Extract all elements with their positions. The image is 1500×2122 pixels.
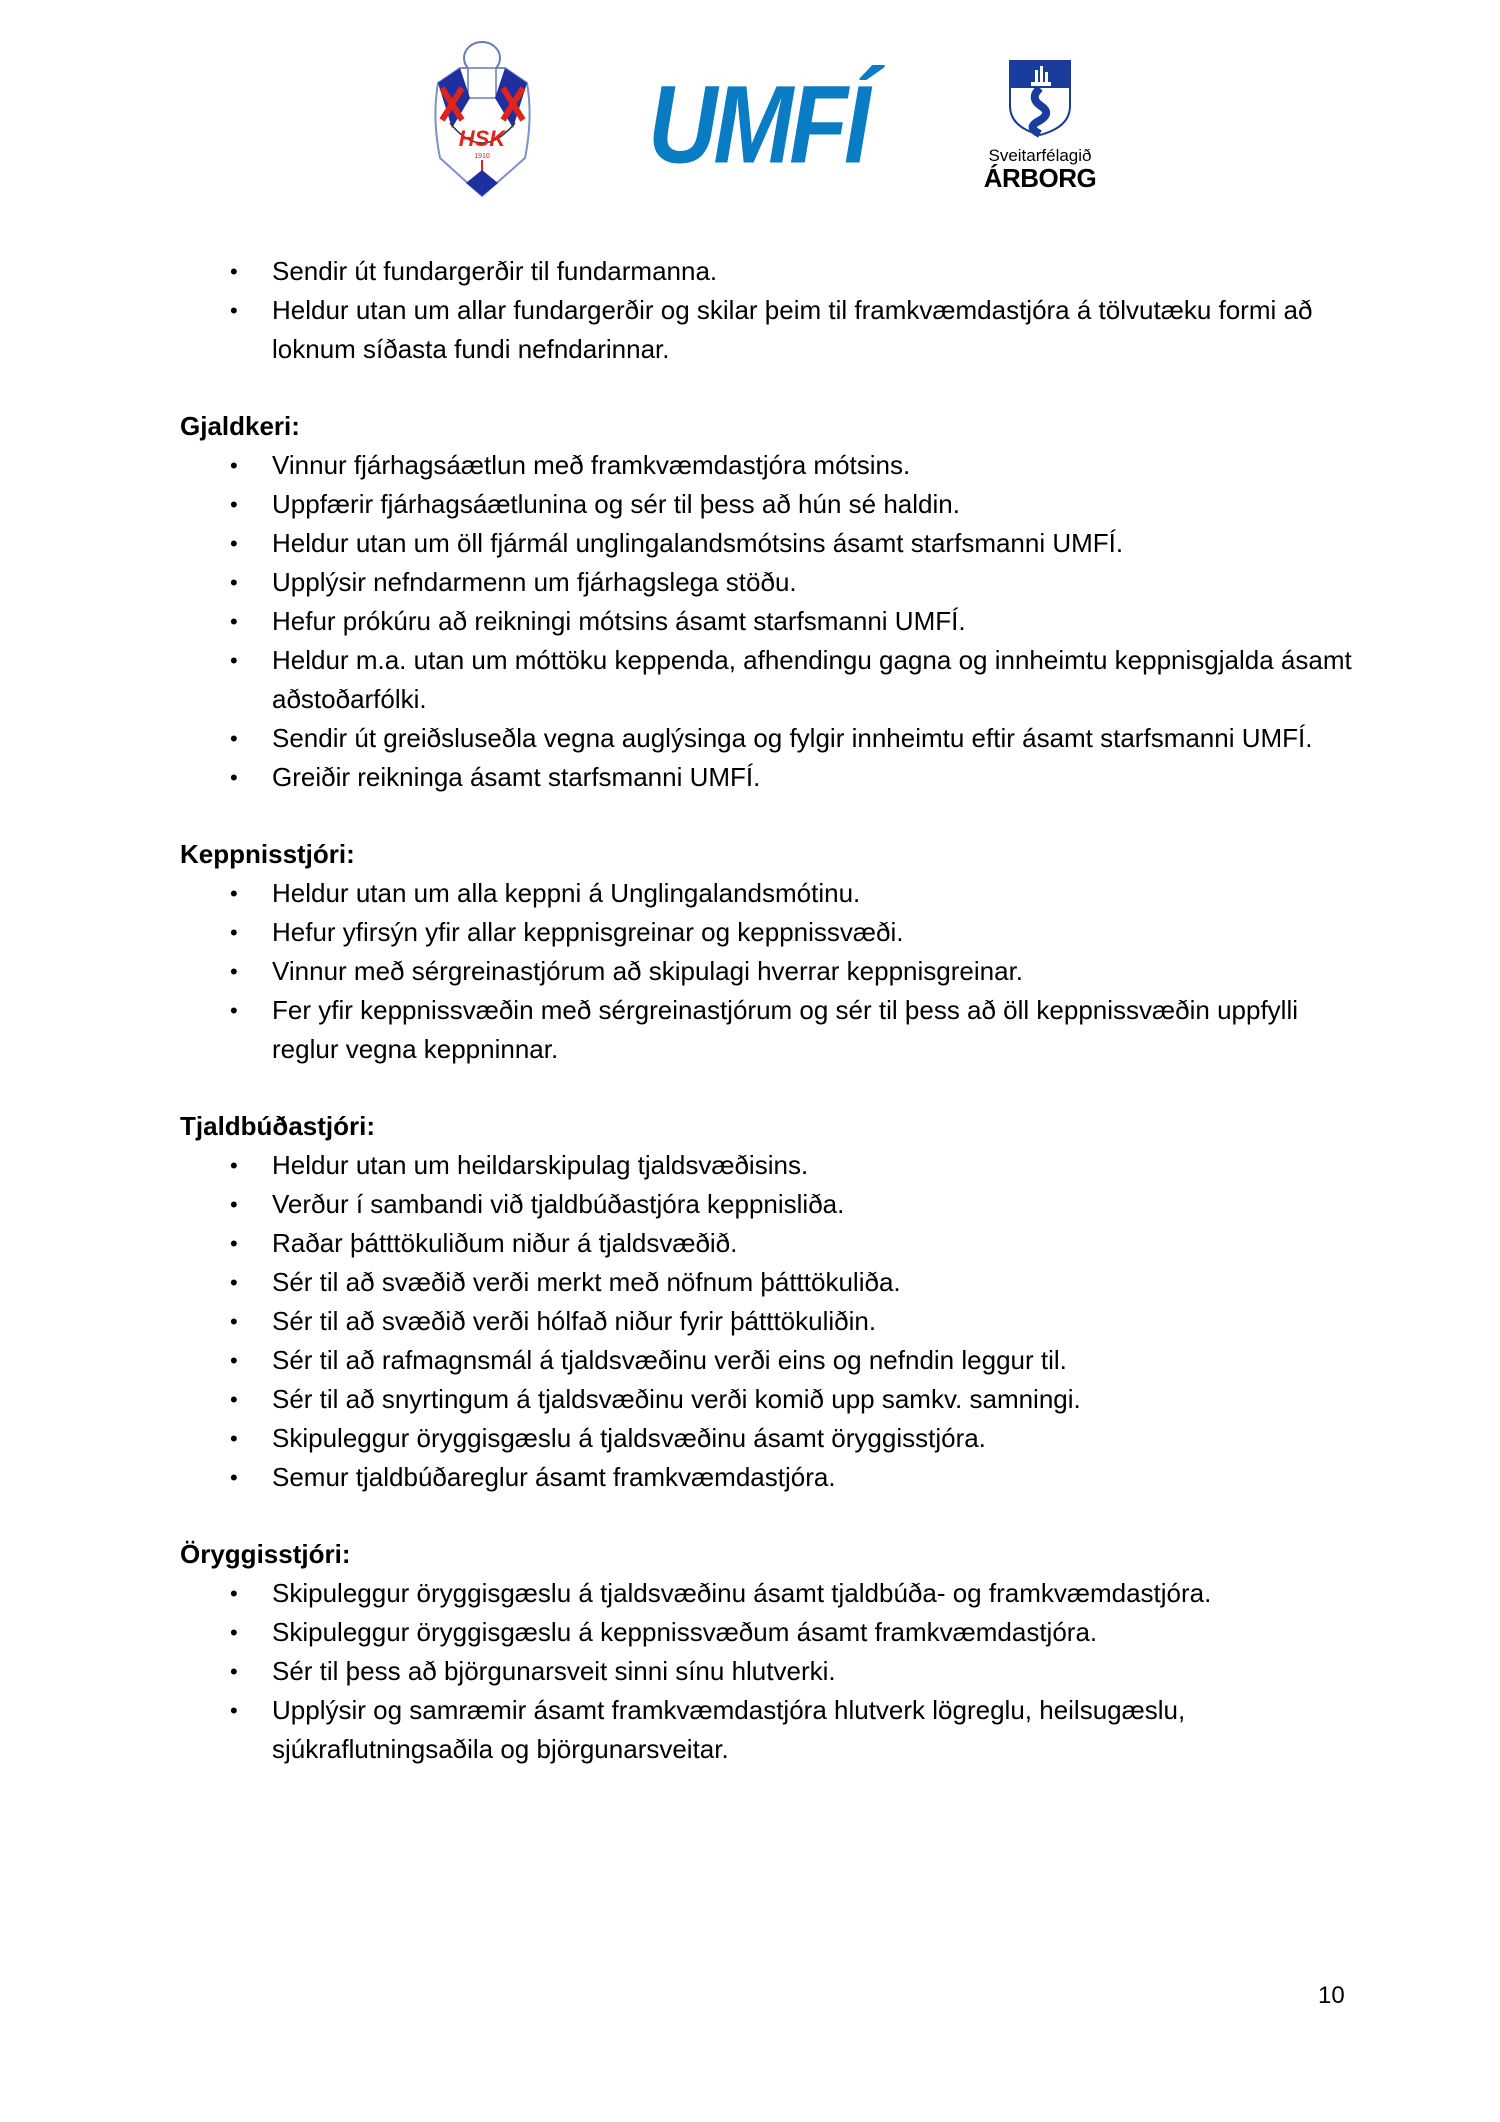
list-item: • Sendir út greiðsluseðla vegna auglýsinga og fylgir innheimtu eftir ásamt starfsmanni UMFÍ. <box>180 719 1360 758</box>
bullet-icon: • <box>230 1270 238 1295</box>
bullet-icon: • <box>230 570 238 595</box>
list-secretary-continued <box>180 252 1360 369</box>
bullet-icon: • <box>230 1309 238 1334</box>
svg-text:HSK: HSK <box>458 126 506 151</box>
bullet-icon: • <box>230 959 238 984</box>
list-item: • Sendir út fundargerðir til fundarmanna. <box>180 252 1360 291</box>
bullet-icon: • <box>230 765 238 790</box>
list-treasurer <box>180 446 1360 797</box>
list-item: • Sér til að snyrtingum á tjaldsvæðinu verði komið upp samkv. samningi. <box>180 1380 1360 1419</box>
bullet-icon: • <box>230 1348 238 1373</box>
bullet-icon: • <box>230 298 238 323</box>
arborg-shield-icon <box>1007 58 1073 138</box>
heading-competition-manager: Keppnisstjóri: <box>180 839 355 869</box>
bullet-icon: • <box>230 920 238 945</box>
list-item: • Vinnur fjárhagsáætlun með framkvæmdastjóra mótsins. <box>180 446 1360 485</box>
list-campsite-manager <box>180 1146 1360 1497</box>
bullet-icon: • <box>230 1465 238 1490</box>
list-item: • Skipuleggur öryggisgæslu á keppnissvæðum ásamt framkvæmdastjóra. <box>180 1613 1360 1652</box>
bullet-icon: • <box>230 1698 238 1723</box>
arborg-logo-line1: Sveitarfélagið <box>988 146 1092 165</box>
list-item: • Hefur prókúru að reikningi mótsins ásamt starfsmanni UMFÍ. <box>180 602 1360 641</box>
umfi-logo: UMFÍ <box>648 63 867 187</box>
bullet-icon: • <box>230 1426 238 1451</box>
bullet-icon: • <box>230 726 238 751</box>
list-item: • Upplýsir nefndarmenn um fjárhagslega stöðu. <box>180 563 1360 602</box>
bullet-icon: • <box>230 609 238 634</box>
bullet-icon: • <box>230 259 238 284</box>
list-item: • Skipuleggur öryggisgæslu á tjaldsvæðinu ásamt tjaldbúða- og framkvæmdastjóra. <box>180 1574 1360 1613</box>
document-body <box>180 252 1360 1769</box>
list-safety-manager <box>180 1574 1360 1769</box>
heading-treasurer: Gjaldkeri: <box>180 411 300 441</box>
bullet-icon: • <box>230 1620 238 1645</box>
list-item: • Sér til að rafmagnsmál á tjaldsvæðinu verði eins og nefndin leggur til. <box>180 1341 1360 1380</box>
bullet-icon: • <box>230 1192 238 1217</box>
list-item: • Sér til þess að björgunarsveit sinni sínu hlutverki. <box>180 1652 1360 1691</box>
bullet-icon: • <box>230 1153 238 1178</box>
list-item: • Fer yfir keppnissvæðin með sérgreinastjórum og sér til þess að öll keppnissvæðin uppfylli reglur vegna keppninnar. <box>180 991 1360 1069</box>
bullet-icon: • <box>230 1387 238 1412</box>
list-item: • Greiðir reikninga ásamt starfsmanni UMFÍ. <box>180 758 1360 797</box>
list-item: • Heldur utan um heildarskipulag tjaldsvæðisins. <box>180 1146 1360 1185</box>
bullet-icon: • <box>230 492 238 517</box>
bullet-icon: • <box>230 531 238 556</box>
list-competition-manager <box>180 874 1360 1069</box>
bullet-icon: • <box>230 648 238 673</box>
bullet-icon: • <box>230 1231 238 1256</box>
svg-text:1910: 1910 <box>474 153 490 160</box>
list-item: • Skipuleggur öryggisgæslu á tjaldsvæðinu ásamt öryggisstjóra. <box>180 1419 1360 1458</box>
arborg-logo <box>975 58 1105 198</box>
list-item: • Vinnur með sérgreinastjórum að skipulagi hverrar keppnisgreinar. <box>180 952 1360 991</box>
page-number: 10 <box>1318 1982 1345 2009</box>
list-item: • Heldur utan um alla keppni á Unglingalandsmótinu. <box>180 874 1360 913</box>
list-item: • Heldur m.a. utan um móttöku keppenda, afhendingu gagna og innheimtu keppnisgjalda ásamt aðstoðarfólki. <box>180 641 1360 719</box>
list-item: • Sér til að svæðið verði merkt með nöfnum þátttökuliða. <box>180 1263 1360 1302</box>
bullet-icon: • <box>230 453 238 478</box>
bullet-icon: • <box>230 998 238 1023</box>
list-item: • Sér til að svæðið verði hólfað niður fyrir þátttökuliðin. <box>180 1302 1360 1341</box>
list-item: • Raðar þátttökuliðum niður á tjaldsvæðið. <box>180 1224 1360 1263</box>
list-item: • Heldur utan um öll fjármál unglingalandsmótsins ásamt starfsmanni UMFÍ. <box>180 524 1360 563</box>
list-item: • Heldur utan um allar fundargerðir og skilar þeim til framkvæmdastjóra á tölvutæku formi að loknum síðasta fundi nefndarinnar. <box>180 291 1360 369</box>
heading-safety-manager: Öryggisstjóri: <box>180 1539 351 1569</box>
bullet-icon: • <box>230 881 238 906</box>
list-item: • Upplýsir og samræmir ásamt framkvæmdastjóra hlutverk lögreglu, heilsugæslu, sjúkraflutningsaðila og björgunarsveitar. <box>180 1691 1360 1769</box>
heading-campsite-manager: Tjaldbúðastjóri: <box>180 1111 375 1141</box>
bullet-icon: • <box>230 1581 238 1606</box>
list-item: • Hefur yfirsýn yfir allar keppnisgreinar og keppnissvæði. <box>180 913 1360 952</box>
list-item: • Verður í sambandi við tjaldbúðastjóra keppnisliða. <box>180 1185 1360 1224</box>
hsk-logo <box>430 38 535 198</box>
arborg-logo-line2: ÁRBORG <box>983 163 1097 193</box>
list-item: • Semur tjaldbúðareglur ásamt framkvæmdastjóra. <box>180 1458 1360 1497</box>
bullet-icon: • <box>230 1659 238 1684</box>
header-logos <box>0 38 1500 208</box>
list-item: • Uppfærir fjárhagsáætlunina og sér til þess að hún sé haldin. <box>180 485 1360 524</box>
